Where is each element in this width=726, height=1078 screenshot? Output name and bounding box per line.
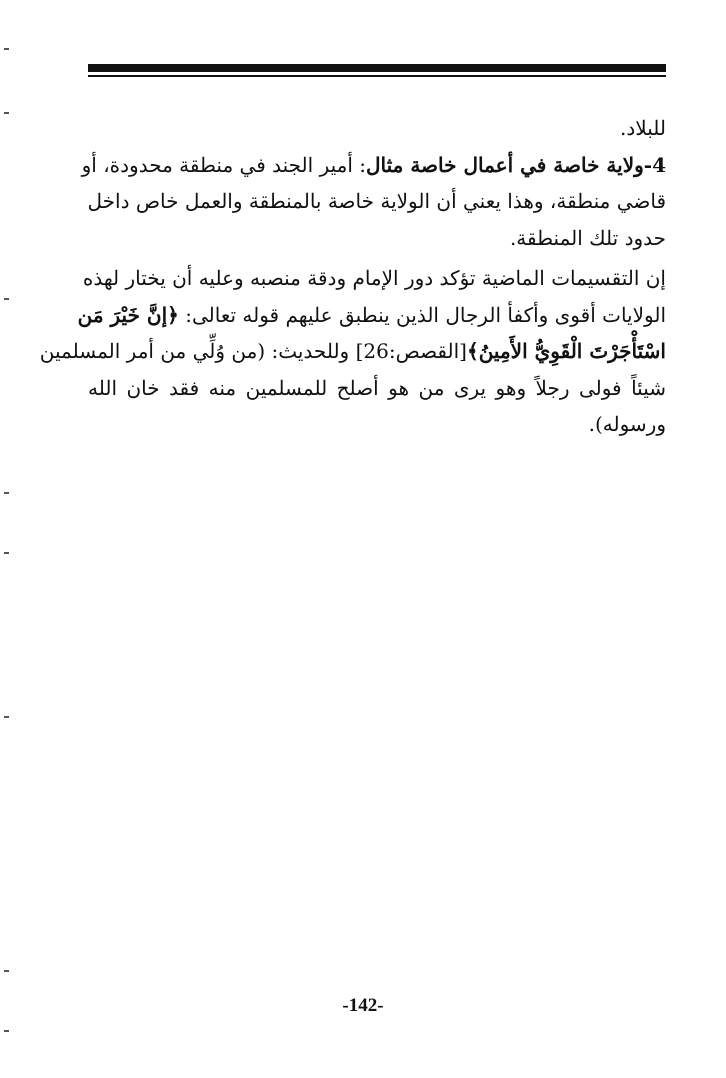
header-rule-thick bbox=[88, 64, 666, 72]
paragraph-1 bbox=[88, 110, 666, 147]
quran-verse-end: اسْتَأْجَرْتَ الْقَوِيُّ الأَمِينُ﴾ bbox=[466, 339, 666, 363]
page-number: -142- bbox=[342, 995, 384, 1016]
text-line-5: إن التقسيمات الماضية تؤكد دور الإمام ودقة منصبه وعليه أن يختار لهذه bbox=[82, 266, 666, 290]
paragraph-3 bbox=[39, 260, 666, 443]
quran-verse-start: ﴿إنَّ خَيْرَ مَن bbox=[77, 302, 179, 327]
margin-mark bbox=[4, 492, 9, 494]
margin-mark bbox=[4, 970, 9, 972]
text-line-2-rest: : أمير الجند في منطقة محدودة، أو bbox=[81, 152, 366, 177]
text-line-6-plain: الولايات أقوى وأكفأ الرجال الذين ينطبق عليهم قوله تعالى: bbox=[178, 302, 666, 327]
text-line-2 bbox=[81, 147, 666, 184]
text-line-1: للبلاد. bbox=[620, 116, 666, 140]
text-line-8: شيئاً فولى رجلاً وهو يرى من هو أصلح للمسلمين منه فقد خان الله bbox=[88, 375, 666, 400]
section-heading: 4-ولاية خاصة في أعمال خاصة مثال bbox=[366, 152, 666, 177]
paragraph-2 bbox=[81, 147, 666, 257]
text-line-3: قاضي منطقة، وهذا يعني أن الولاية خاصة بالمنطقة والعمل خاص داخل bbox=[87, 189, 666, 213]
margin-mark bbox=[4, 1030, 9, 1032]
header-rule-thin bbox=[88, 75, 666, 77]
margin-mark bbox=[4, 112, 9, 114]
margin-mark bbox=[4, 716, 9, 718]
margin-mark bbox=[4, 298, 9, 300]
text-line-6 bbox=[77, 297, 666, 334]
text-line-7 bbox=[39, 333, 666, 370]
text-line-9: ورسوله). bbox=[588, 412, 666, 436]
margin-mark bbox=[4, 552, 9, 554]
margin-mark bbox=[4, 48, 9, 50]
body-text bbox=[39, 110, 666, 443]
text-line-7-rest: [القصص:26] وللحديث: (من وُلِّي من أمر المسلمين bbox=[39, 339, 467, 363]
text-line-4: حدود تلك المنطقة. bbox=[509, 225, 666, 250]
